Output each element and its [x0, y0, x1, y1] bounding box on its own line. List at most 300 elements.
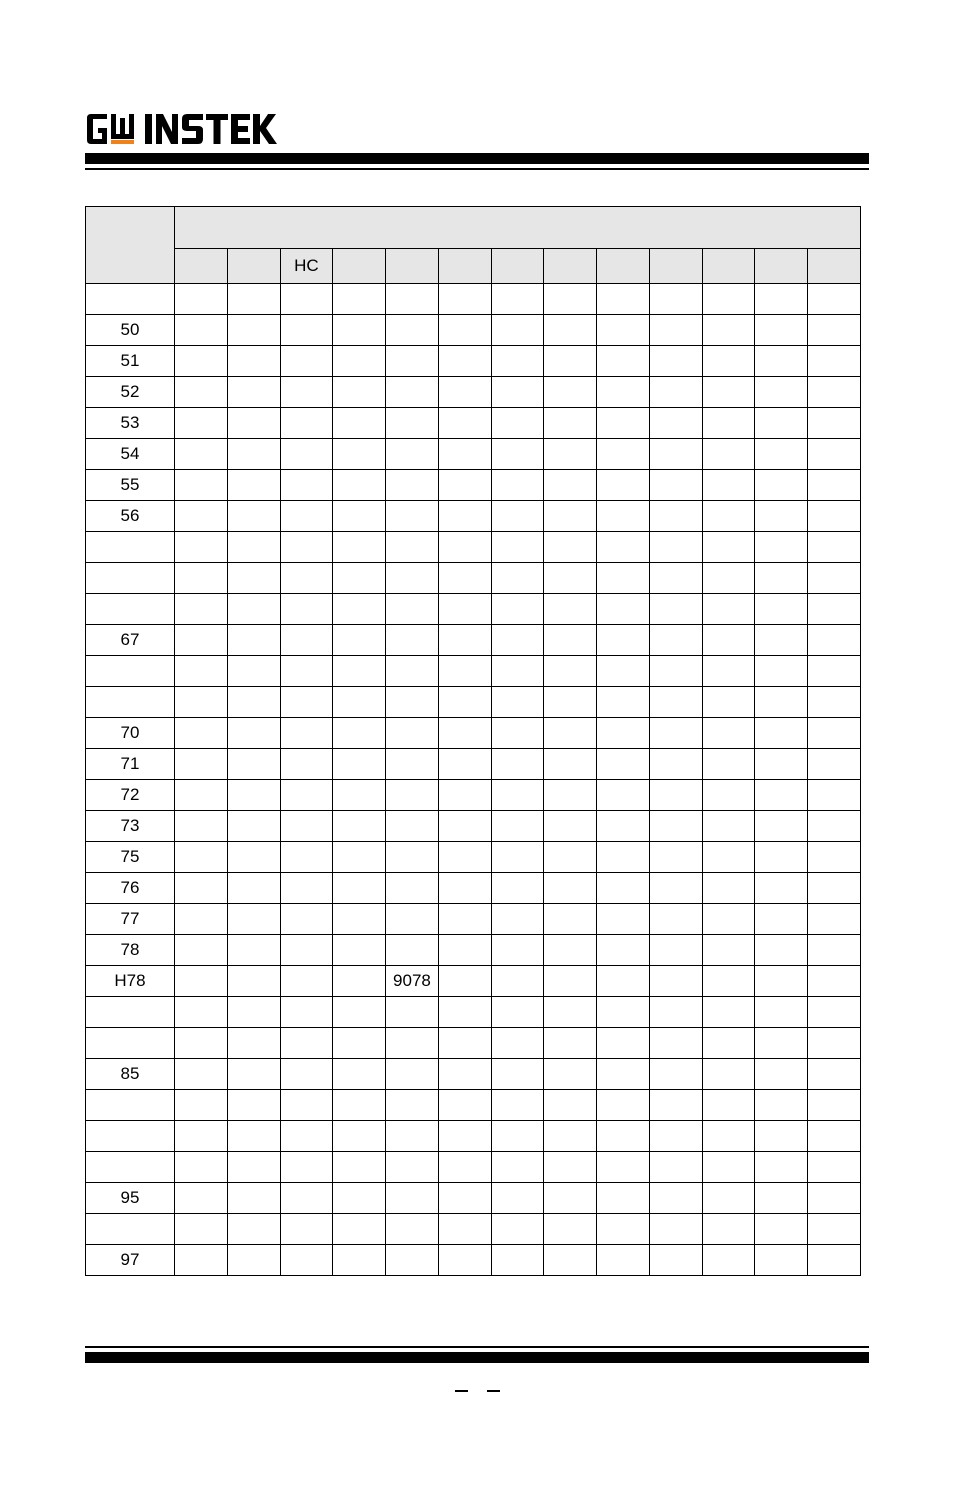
- table-cell: [597, 749, 650, 780]
- table-cell: [438, 749, 491, 780]
- table-cell: [808, 315, 861, 346]
- table-cell: [227, 594, 280, 625]
- table-row: [86, 377, 861, 408]
- table-cell: [808, 966, 861, 997]
- table-row: [86, 780, 861, 811]
- row-label: 51: [86, 346, 175, 377]
- table-row: [86, 408, 861, 439]
- table-cell: [386, 873, 439, 904]
- table-cell: [702, 439, 755, 470]
- table-cell: [227, 811, 280, 842]
- table-row: [86, 842, 861, 873]
- table-cell: [227, 873, 280, 904]
- table-cell: [649, 873, 702, 904]
- row-label: 54: [86, 439, 175, 470]
- table-cell: [808, 377, 861, 408]
- row-label: 72: [86, 780, 175, 811]
- table-cell: [649, 408, 702, 439]
- table-cell: [386, 315, 439, 346]
- table-cell: [491, 377, 544, 408]
- table-cell: [544, 315, 597, 346]
- table-cell: [438, 935, 491, 966]
- row-label: 70: [86, 718, 175, 749]
- row-label: 77: [86, 904, 175, 935]
- table-cell: [386, 594, 439, 625]
- table-row: [86, 656, 861, 687]
- table-cell: [808, 780, 861, 811]
- table-cell: [597, 563, 650, 594]
- row-label: [86, 1028, 175, 1059]
- table-cell: [333, 315, 386, 346]
- footer-dash-right: [487, 1390, 500, 1392]
- table-cell: [808, 1028, 861, 1059]
- table-row: [86, 594, 861, 625]
- table-cell: [386, 439, 439, 470]
- table-cell: [597, 315, 650, 346]
- table-cell: [649, 656, 702, 687]
- table-cell: [808, 1214, 861, 1245]
- table-cell: [597, 780, 650, 811]
- header-rule-thin: [85, 168, 869, 170]
- table-cell: [386, 749, 439, 780]
- table-cell: [280, 501, 333, 532]
- table-cell: [544, 1245, 597, 1276]
- table-cell: [491, 656, 544, 687]
- table-cell: [755, 811, 808, 842]
- table-cell: [544, 377, 597, 408]
- table-cell: [333, 625, 386, 656]
- table-cell: [438, 439, 491, 470]
- row-label: [86, 563, 175, 594]
- table-cell: [755, 718, 808, 749]
- table-cell: [491, 625, 544, 656]
- table-cell: [280, 935, 333, 966]
- table-cell: [386, 904, 439, 935]
- table-cell: [491, 718, 544, 749]
- table-cell: [175, 625, 228, 656]
- table-cell: [438, 811, 491, 842]
- column-header: [491, 249, 544, 284]
- table-cell: [544, 470, 597, 501]
- table-cell: [755, 1028, 808, 1059]
- table-cell: [227, 470, 280, 501]
- table-row: [86, 811, 861, 842]
- table-cell: [808, 625, 861, 656]
- table-cell: [808, 439, 861, 470]
- table-cell: [808, 656, 861, 687]
- table-cell: [597, 594, 650, 625]
- table-cell: [491, 1121, 544, 1152]
- table-cell: [649, 1245, 702, 1276]
- table-cell: [438, 1121, 491, 1152]
- table-cell: [491, 997, 544, 1028]
- table-cell: [808, 346, 861, 377]
- table-cell: [755, 501, 808, 532]
- table-cell: [491, 842, 544, 873]
- table-cell: [386, 501, 439, 532]
- table-cell: [333, 377, 386, 408]
- table-cell: [386, 625, 439, 656]
- table-cell: [702, 904, 755, 935]
- table-cell: [597, 687, 650, 718]
- table-cell: [175, 935, 228, 966]
- row-label: 97: [86, 1245, 175, 1276]
- table-cell: [702, 1121, 755, 1152]
- table-cell: [702, 749, 755, 780]
- table-cell: [280, 966, 333, 997]
- row-label: 53: [86, 408, 175, 439]
- table-cell: [544, 1090, 597, 1121]
- table-cell: [808, 811, 861, 842]
- table-cell: [280, 718, 333, 749]
- table-cell: [597, 873, 650, 904]
- table-cell: [702, 594, 755, 625]
- table-cell: [386, 687, 439, 718]
- table-cell: [544, 1214, 597, 1245]
- table-cell: [333, 1028, 386, 1059]
- table-cell: [755, 346, 808, 377]
- table-row: [86, 687, 861, 718]
- table-cell: [597, 1090, 650, 1121]
- table-cell: [491, 873, 544, 904]
- row-label: 76: [86, 873, 175, 904]
- footer-dash-left: [455, 1390, 468, 1392]
- table-cell: [438, 1183, 491, 1214]
- table-cell: [227, 780, 280, 811]
- table-cell: [597, 532, 650, 563]
- table-cell: [227, 501, 280, 532]
- table-cell: [544, 1152, 597, 1183]
- table-cell: [227, 687, 280, 718]
- table-row: [86, 625, 861, 656]
- table-cell: [280, 346, 333, 377]
- table-cell: [227, 439, 280, 470]
- table-cell: [597, 811, 650, 842]
- table-cell: [491, 315, 544, 346]
- table-cell: [649, 718, 702, 749]
- table-cell: [544, 811, 597, 842]
- table-cell: [491, 1059, 544, 1090]
- table-cell: [491, 563, 544, 594]
- table-row: [86, 315, 861, 346]
- table-cell: [702, 470, 755, 501]
- table-cell: [227, 1183, 280, 1214]
- table-cell: [175, 749, 228, 780]
- table-cell: [702, 935, 755, 966]
- table-cell: [227, 718, 280, 749]
- table-cell: [438, 842, 491, 873]
- table-cell: [702, 377, 755, 408]
- table-cell: [597, 842, 650, 873]
- table-cell: [280, 594, 333, 625]
- table-cell: [438, 315, 491, 346]
- table-cell: [333, 408, 386, 439]
- table-cell: [649, 935, 702, 966]
- table-cell: [333, 1090, 386, 1121]
- table-cell: [491, 1152, 544, 1183]
- table-cell: [597, 1183, 650, 1214]
- table-cell: [649, 1121, 702, 1152]
- table-cell: [808, 563, 861, 594]
- table-cell: [175, 501, 228, 532]
- row-label: 67: [86, 625, 175, 656]
- table-cell: [597, 439, 650, 470]
- table-row: [86, 935, 861, 966]
- table-cell: [280, 470, 333, 501]
- table-cell: [280, 1090, 333, 1121]
- column-header: [386, 249, 439, 284]
- table-row: [86, 1214, 861, 1245]
- table-cell: [333, 284, 386, 315]
- row-label: 56: [86, 501, 175, 532]
- table-cell: [808, 1090, 861, 1121]
- table-cell: [544, 718, 597, 749]
- table-cell: [544, 594, 597, 625]
- table-row: [86, 1183, 861, 1214]
- table-cell: [491, 284, 544, 315]
- table-cell: [649, 1152, 702, 1183]
- table-subheader-row: [86, 249, 861, 284]
- table-cell: [280, 1121, 333, 1152]
- table-cell: [386, 1028, 439, 1059]
- table-cell: [597, 1028, 650, 1059]
- table-cell: [491, 935, 544, 966]
- row-label: 55: [86, 470, 175, 501]
- table-cell: [333, 1059, 386, 1090]
- table-cell: [544, 625, 597, 656]
- table-cell: [175, 1090, 228, 1121]
- table-cell: [755, 873, 808, 904]
- table-cell: [438, 625, 491, 656]
- table-cell: [649, 594, 702, 625]
- table-cell: [386, 842, 439, 873]
- table-cell: [175, 811, 228, 842]
- table-cell: [491, 904, 544, 935]
- row-label: 50: [86, 315, 175, 346]
- table-cell: [597, 1059, 650, 1090]
- table-cell: [386, 377, 439, 408]
- table-cell: [386, 346, 439, 377]
- table-cell: [175, 1121, 228, 1152]
- table-row: [86, 501, 861, 532]
- table-row: [86, 1152, 861, 1183]
- table-cell: [175, 780, 228, 811]
- table-row: [86, 904, 861, 935]
- table-cell: [702, 1183, 755, 1214]
- table-cell: [491, 1214, 544, 1245]
- table-cell: [333, 470, 386, 501]
- table-cell: [227, 532, 280, 563]
- table-cell: [386, 656, 439, 687]
- table-cell: [333, 439, 386, 470]
- table-cell: [808, 997, 861, 1028]
- table-cell: [702, 687, 755, 718]
- table-cell: [280, 904, 333, 935]
- table-cell: [755, 687, 808, 718]
- table-cell: [755, 625, 808, 656]
- table-cell: [491, 687, 544, 718]
- table-cell: [175, 904, 228, 935]
- table-cell: [333, 842, 386, 873]
- table-header-row: [86, 207, 861, 249]
- table-cell: [649, 346, 702, 377]
- table-cell: [386, 935, 439, 966]
- table-cell: [544, 1028, 597, 1059]
- table-cell: [280, 997, 333, 1028]
- table-cell: [597, 997, 650, 1028]
- table-cell: [597, 935, 650, 966]
- table-row: [86, 284, 861, 315]
- table-cell: [491, 1183, 544, 1214]
- table-cell: [755, 904, 808, 935]
- table-cell: [702, 346, 755, 377]
- table-cell: [649, 997, 702, 1028]
- table-cell: [280, 563, 333, 594]
- table-cell: [386, 408, 439, 439]
- table-cell: [755, 470, 808, 501]
- table-cell: [702, 501, 755, 532]
- table-cell: [491, 780, 544, 811]
- table-cell: [386, 532, 439, 563]
- table-cell: [544, 904, 597, 935]
- table-cell: [333, 346, 386, 377]
- table-cell: [544, 873, 597, 904]
- table-cell: [333, 997, 386, 1028]
- table-cell: [649, 1183, 702, 1214]
- table-cell: [755, 1214, 808, 1245]
- table-cell: [227, 1152, 280, 1183]
- table-cell: [280, 377, 333, 408]
- table-cell: [175, 532, 228, 563]
- column-header: [755, 249, 808, 284]
- table-cell: [544, 966, 597, 997]
- table-row: [86, 749, 861, 780]
- table-cell: [227, 966, 280, 997]
- table-row: [86, 1121, 861, 1152]
- table-cell: [438, 1090, 491, 1121]
- table-cell: [333, 1183, 386, 1214]
- table-cell: [386, 470, 439, 501]
- table-cell: [808, 718, 861, 749]
- table-cell: [333, 563, 386, 594]
- table-cell: [597, 377, 650, 408]
- table-cell: [438, 594, 491, 625]
- table-cell: [544, 1183, 597, 1214]
- table-cell: [227, 1059, 280, 1090]
- table-row: [86, 439, 861, 470]
- table-cell: [808, 873, 861, 904]
- row-label: 95: [86, 1183, 175, 1214]
- table-cell: [491, 439, 544, 470]
- table-cell: [808, 1245, 861, 1276]
- row-label: [86, 997, 175, 1028]
- table-cell: [333, 1121, 386, 1152]
- column-header: [808, 249, 861, 284]
- table-cell: [438, 873, 491, 904]
- table-cell: [175, 346, 228, 377]
- table-cell: [808, 1183, 861, 1214]
- table-cell: [175, 1059, 228, 1090]
- table-cell: [333, 811, 386, 842]
- table-cell: [702, 780, 755, 811]
- table-cell: [333, 780, 386, 811]
- table-cell: [491, 501, 544, 532]
- table-cell: [280, 1059, 333, 1090]
- table-cell: [491, 1245, 544, 1276]
- table-cell: [597, 904, 650, 935]
- table-cell: [280, 842, 333, 873]
- table-cell: [175, 315, 228, 346]
- table-cell: [333, 904, 386, 935]
- table-cell: [755, 315, 808, 346]
- table-cell: [227, 408, 280, 439]
- row-label: [86, 1214, 175, 1245]
- table-cell: [597, 470, 650, 501]
- column-header: [544, 249, 597, 284]
- table-cell: [755, 780, 808, 811]
- table-cell: [649, 501, 702, 532]
- column-header: [597, 249, 650, 284]
- table-cell: [491, 749, 544, 780]
- table-cell: [649, 377, 702, 408]
- table-cell: [702, 1059, 755, 1090]
- row-label: 52: [86, 377, 175, 408]
- table-cell: [808, 749, 861, 780]
- table-cell: [649, 284, 702, 315]
- table-cell: [808, 687, 861, 718]
- table-cell: [333, 687, 386, 718]
- table-cell: [438, 408, 491, 439]
- table-cell: [491, 1090, 544, 1121]
- table-cell: [438, 966, 491, 997]
- table-cell: [175, 594, 228, 625]
- table-cell: [280, 1028, 333, 1059]
- table-cell: [755, 439, 808, 470]
- table-cell: [438, 656, 491, 687]
- row-label: H78: [86, 966, 175, 997]
- row-label: [86, 656, 175, 687]
- column-header: HC: [280, 249, 333, 284]
- table-cell: [544, 842, 597, 873]
- table-cell: [386, 1152, 439, 1183]
- table-cell: [702, 718, 755, 749]
- table-cell: [386, 811, 439, 842]
- table-cell: [175, 284, 228, 315]
- table-cell: [597, 1152, 650, 1183]
- table-cell: [227, 1245, 280, 1276]
- table-cell: [702, 1090, 755, 1121]
- table-row: [86, 1090, 861, 1121]
- table-cell: [755, 656, 808, 687]
- table-cell: [280, 1183, 333, 1214]
- table-cell: [702, 1245, 755, 1276]
- table-row: [86, 966, 861, 997]
- table-cell: [544, 1121, 597, 1152]
- table-cell: [333, 1245, 386, 1276]
- table-cell: [544, 935, 597, 966]
- table-cell: [702, 1028, 755, 1059]
- table-cell: [227, 346, 280, 377]
- table-cell: [333, 532, 386, 563]
- table-cell: [227, 625, 280, 656]
- table-cell: [755, 1121, 808, 1152]
- table-cell: [649, 315, 702, 346]
- table-cell: [649, 1059, 702, 1090]
- table-cell: [227, 377, 280, 408]
- table-cell: [808, 1152, 861, 1183]
- table-cell: [808, 1059, 861, 1090]
- table-row: [86, 346, 861, 377]
